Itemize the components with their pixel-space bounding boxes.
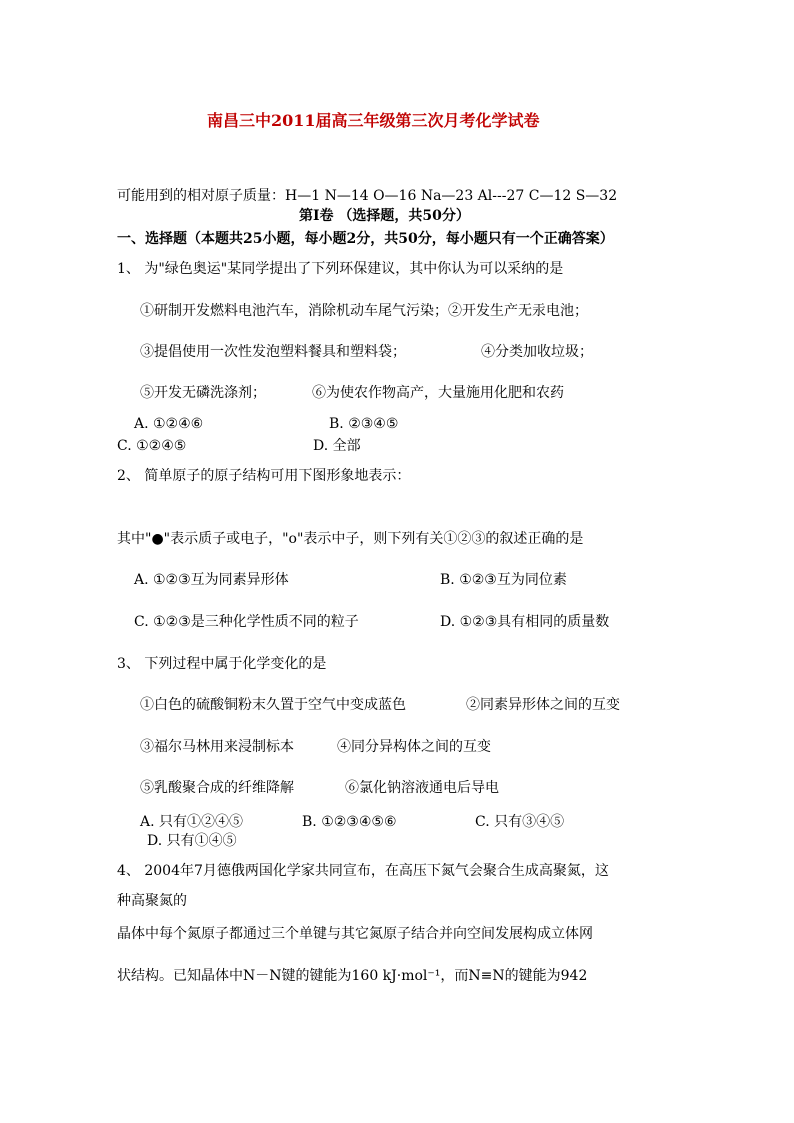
question-2-note: 其中"●"表示质子或电子，"o"表示中子，则下列有关①②③的叙述正确的是 xyxy=(117,531,584,547)
question-2-option-b: B. ①②③互为同位素 xyxy=(440,572,567,588)
question-1-option-a: A. ①②④⑥ xyxy=(134,416,204,432)
question-3-item-4: ④同分异构体之间的互变 xyxy=(337,739,491,755)
question-1-item-3: ③提倡使用一次性发泡塑料餐具和塑料袋； xyxy=(140,344,406,360)
question-1-option-d: D. 全部 xyxy=(313,438,361,454)
question-4-line-3: 晶体中每个氮原子都通过三个单键与其它氮原子结合并向空间发展构成立体网 xyxy=(117,926,593,942)
section-heading: 第Ⅰ卷 （选择题，共50分） xyxy=(299,208,470,224)
question-1-item-5: ⑤开发无磷洗涤剂； xyxy=(140,385,266,401)
question-1-option-b: B. ②③④⑤ xyxy=(329,416,399,432)
question-1-item-6: ⑥为使农作物高产，大量施用化肥和农药 xyxy=(312,385,564,401)
question-2-option-a: A. ①②③互为同素异形体 xyxy=(134,572,289,588)
question-2-option-c: C. ①②③是三种化学性质不同的粒子 xyxy=(134,614,359,630)
question-3-item-3: ③福尔马林用来浸制标本 xyxy=(140,739,294,755)
question-2-option-d: D. ①②③具有相同的质量数 xyxy=(440,614,610,630)
question-1-items-1-2: ①研制开发燃料电池汽车，消除机动车尾气污染；②开发生产无汞电池； xyxy=(140,303,588,319)
question-4-line-1: 4、 2004年7月德俄两国化学家共同宣布，在高压下氮气会聚合生成高聚氮，这 xyxy=(117,863,609,879)
question-3-option-d: D. 只有①④⑤ xyxy=(147,833,237,849)
question-3-option-c: C. 只有③④⑤ xyxy=(475,814,565,830)
question-1-stem: 1、 为"绿色奥运"某同学提出了下列环保建议，其中你认为可以采纳的是 xyxy=(117,261,564,277)
question-3-item-5: ⑤乳酸聚合成的纤维降解 xyxy=(140,780,294,796)
question-1-item-4: ④分类加收垃圾； xyxy=(481,344,593,360)
question-3-option-a: A. 只有①②④⑤ xyxy=(140,814,244,830)
part-heading: 一、选择题（本题共25小题，每小题2分，共50分，每小题只有一个正确答案） xyxy=(117,231,614,247)
exam-title: 南昌三中2011届高三年级第三次月考化学试卷 xyxy=(207,111,540,130)
question-3-item-6: ⑥氯化钠溶液通电后导电 xyxy=(345,780,499,796)
question-3-item-2: ②同素异形体之间的互变 xyxy=(466,697,620,713)
question-3-option-b: B. ①②③④⑤⑥ xyxy=(302,814,397,830)
question-4-line-2: 种高聚氮的 xyxy=(117,893,187,909)
question-3-item-1: ①白色的硫酸铜粉末久置于空气中变成蓝色 xyxy=(140,697,406,713)
atomic-mass-line: 可能用到的相对原子质量：H—1 N—14 O—16 Na—23 Al---27 C—12 S—32 xyxy=(117,188,618,204)
question-2-stem: 2、 简单原子的原子结构可用下图形象地表示： xyxy=(117,468,411,484)
question-4-line-4: 状结构。已知晶体中N－N键的键能为160 kJ·mol⁻¹，而N≡N的键能为942 xyxy=(117,968,588,984)
question-3-stem: 3、 下列过程中属于化学变化的是 xyxy=(117,656,327,672)
question-1-option-c: C. ①②④⑤ xyxy=(117,438,187,454)
